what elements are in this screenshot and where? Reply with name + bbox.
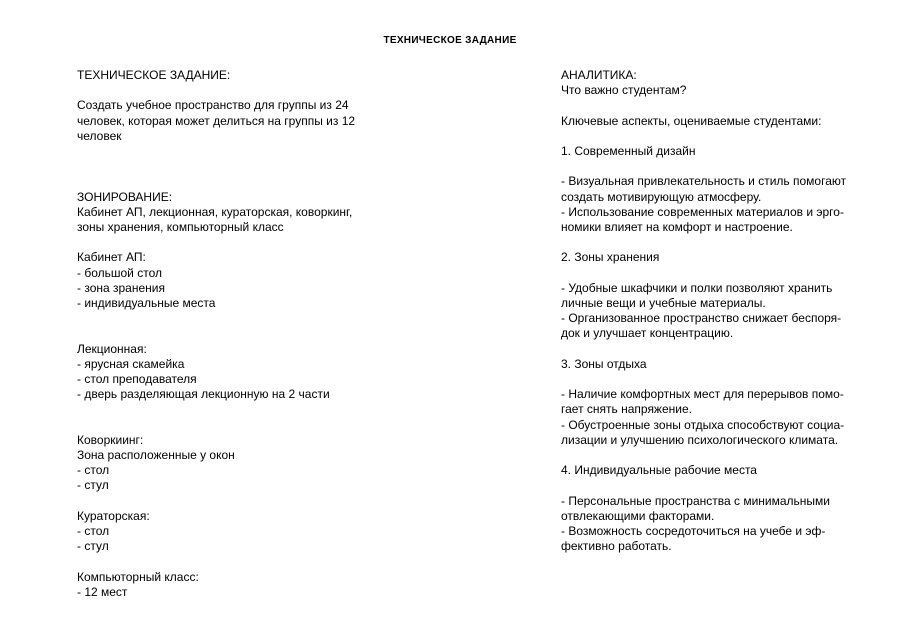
- ap-item: - индивидуальные места: [77, 296, 216, 310]
- lecture-heading: Лекционная:: [77, 341, 147, 356]
- section-line: отвлекающими факторами.: [561, 508, 715, 523]
- section-line: - Персональные пространства с минимальными: [561, 493, 830, 508]
- curator-item: - стол: [77, 524, 110, 538]
- tz-heading: ТЕХНИЧЕСКОЕ ЗАДАНИЕ:: [77, 68, 231, 82]
- section-line: личные вещи и учебные материалы.: [561, 295, 766, 310]
- zoning-text-line: зоны хранения, компьюторный класс: [77, 220, 284, 234]
- coworking-heading: Коворкиинг:: [77, 432, 144, 447]
- section-line: - Возможность сосредоточиться на учебе и эф-: [561, 523, 826, 538]
- curator-item: - стул: [77, 539, 109, 554]
- lecture-item: - стол преподавателя: [77, 372, 197, 386]
- computer-heading: Компьюторный класс:: [77, 569, 199, 584]
- left-column: [77, 68, 407, 600]
- section-line: - Визуальная привлекательность и стиль помогают: [561, 174, 847, 189]
- section-line: - Удобные шкафчики и полки позволяют хранить: [561, 280, 833, 295]
- section-title: 2. Зоны хранения: [561, 250, 660, 265]
- section-line: док и улучшает концентрацию.: [561, 326, 734, 341]
- ap-item: - большой стол: [77, 265, 162, 280]
- section-line: создать мотивирующую атмосферу.: [561, 189, 762, 204]
- analytics-intro: Ключевые аспекты, оцениваемые студентами:: [561, 113, 822, 128]
- section-title: 4. Индивидуальные рабочие места: [561, 463, 757, 478]
- section-line: лизации и улучшению психологического климата.: [561, 432, 839, 447]
- lecture-item: - дверь разделяющая лекционную на 2 части: [77, 387, 330, 402]
- section-line: - Использование современных материалов и эрго-: [561, 204, 844, 219]
- computer-item: - 12 мест: [77, 584, 128, 599]
- curator-heading: Кураторская:: [77, 508, 150, 523]
- zoning-heading: ЗОНИРОВАНИЕ:: [77, 189, 173, 204]
- section-line: номики влияет на комфорт и настроение.: [561, 219, 793, 234]
- right-column: [561, 68, 866, 554]
- tz-text-line: человек: [77, 128, 122, 143]
- section-line: фективно работать.: [561, 539, 672, 554]
- tz-text-line: человек, которая может делиться на группы из 12: [77, 113, 356, 128]
- section-title: 3. Зоны отдыха: [561, 356, 647, 371]
- page-header-title: ТЕХНИЧЕСКОЕ ЗАДАНИЕ: [383, 35, 517, 46]
- ap-item: - зона зранения: [77, 280, 165, 295]
- zoning-text-line: Кабинет АП, лекционная, кураторская, коворкинг,: [77, 204, 353, 219]
- lecture-item: - ярусная скамейка: [77, 356, 185, 371]
- analytics-heading: АНАЛИТИКА:: [561, 68, 637, 82]
- ap-heading: Кабинет АП:: [77, 250, 146, 265]
- section-line: - Обустроенные зоны отдыха способствуют социа-: [561, 417, 845, 432]
- section-line: - Организованное пространство снижает беспоря-: [561, 311, 842, 326]
- section-title: 1. Современный дизайн: [561, 143, 696, 158]
- section-line: гает снять напряжение.: [561, 402, 692, 417]
- coworking-item: Зона расположенные у окон: [77, 448, 235, 462]
- coworking-item: - стул: [77, 478, 109, 493]
- section-line: - Наличие комфортных мест для перерывов помо-: [561, 387, 844, 402]
- tz-text-line: Создать учебное пространство для группы из 24: [77, 98, 349, 113]
- analytics-question: Что важно студентам?: [561, 83, 687, 98]
- coworking-item: - стол: [77, 463, 110, 478]
